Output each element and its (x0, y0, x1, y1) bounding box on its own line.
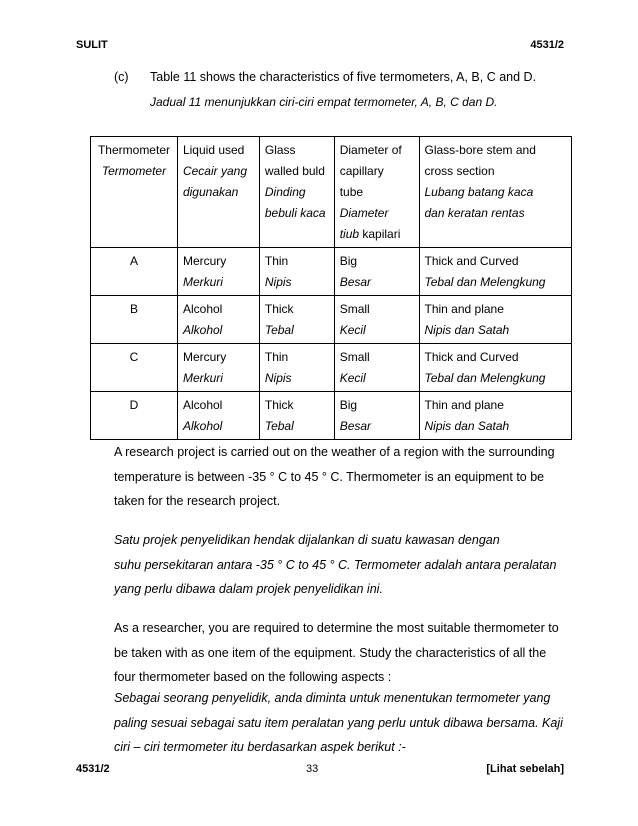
header-diameter: Diameter of capillary tube Diameter tiub kapilari (334, 137, 419, 248)
cell-glass: Thin Nipis (259, 248, 334, 296)
cell-glass: Thick Tebal (259, 296, 334, 344)
footer-code: 4531/2 (76, 763, 110, 775)
page-number: 33 (306, 763, 319, 775)
paragraph-research-malay: Satu projek penyelidikan hendak dijalankan di suatu kawasan dengan suhu persekitaran antara -35 ° C to 45 ° C. Termometer adalah antara peralatan yang perlu dibawa dalam projek penyelidikan ini. (114, 533, 557, 596)
cell-diameter: Small Kecil (334, 296, 419, 344)
paragraph-instructions-malay: Sebagai seorang penyelidik, anda diminta untuk menentukan termometer yang paling sesuai sebagai satu item peralatan yang perlu untuk dibawa bersama. Kaji ciri – ciri termometer itu berdasarkan aspek berikut :- (114, 691, 563, 754)
question-label: (c) (114, 70, 129, 84)
cell-liquid: Mercury Merkuri (177, 248, 259, 296)
row-label: A (91, 248, 178, 296)
cell-bore: Thick and Curved Tebal dan Melengkung (419, 344, 572, 392)
cell-diameter: Small Kecil (334, 344, 419, 392)
row-label: D (91, 392, 178, 440)
header-thermometer: Thermometer Termometer (91, 137, 178, 248)
question-text: Table 11 shows the characteristics of five termometers, A, B, C and D. (150, 70, 537, 84)
row-label: C (91, 344, 178, 392)
cell-glass: Thick Tebal (259, 392, 334, 440)
cell-diameter: Big Besar (334, 248, 419, 296)
question-line (114, 70, 536, 84)
cell-bore: Thin and plane Nipis dan Satah (419, 296, 572, 344)
table-header-row (91, 137, 572, 248)
cell-liquid: Alcohol Alkohol (177, 392, 259, 440)
header-code: 4531/2 (530, 39, 564, 51)
header-liquid: Liquid used Cecair yang digunakan (177, 137, 259, 248)
table-row (91, 344, 572, 392)
cell-diameter: Big Besar (334, 392, 419, 440)
paragraph-instructions: As a researcher, you are required to determine the most suitable thermometer to be taken with as one item of the equipment. Study the characteristics of all the four thermometer based on the following aspects : (114, 621, 559, 684)
table-row (91, 296, 572, 344)
row-label: B (91, 296, 178, 344)
table-row (91, 248, 572, 296)
cell-liquid: Mercury Merkuri (177, 344, 259, 392)
header-sulit: SULIT (76, 39, 108, 51)
paragraph-research: A research project is carried out on the weather of a region with the surrounding temperature is between -35 ° C to 45 ° C. Thermometer is an equipment to be taken for the research project. (114, 445, 555, 508)
cell-bore: Thin and plane Nipis dan Satah (419, 392, 572, 440)
cell-liquid: Alcohol Alkohol (177, 296, 259, 344)
footer-next-page: [Lihat sebelah] (486, 763, 564, 775)
question-text-malay: Jadual 11 menunjukkan ciri-ciri empat termometer, A, B, C dan D. (150, 95, 498, 109)
cell-glass: Thin Nipis (259, 344, 334, 392)
header-glass: Glass walled buld Dinding bebuli kaca (259, 137, 334, 248)
cell-bore: Thick and Curved Tebal dan Melengkung (419, 248, 572, 296)
thermometer-table (90, 136, 572, 440)
table-row (91, 392, 572, 440)
header-bore: Glass-bore stem and cross section Lubang batang kaca dan keratan rentas (419, 137, 572, 248)
